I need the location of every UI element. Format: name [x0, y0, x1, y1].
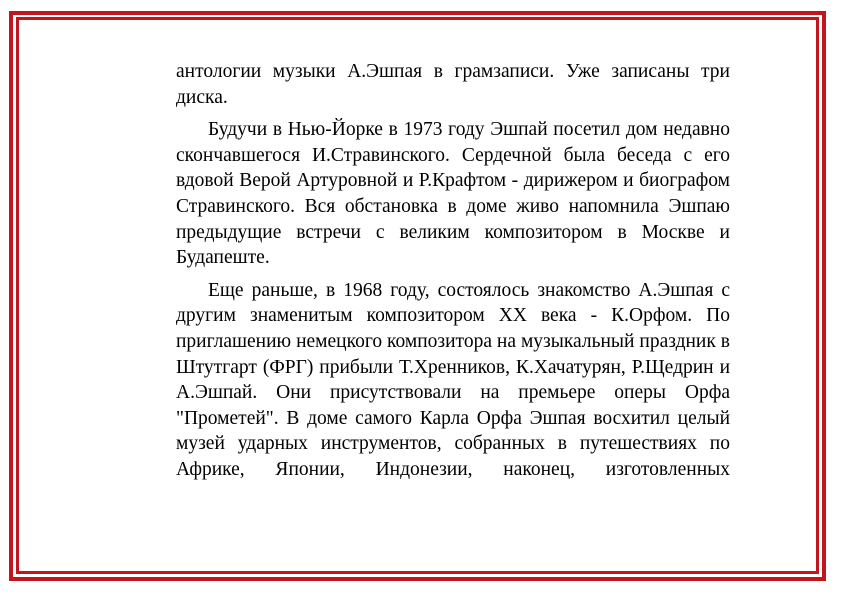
paragraph-orff-meeting: Еще раньше, в 1968 году, состоялось знакомство А.Эшпая с другим знаменитым композитором XX века - К.Орфом. По приглашению немецкого композитора на музыкальный праздник в Штутгарт (ФРГ) прибыли Т.Хренников, К.Хачатурян, Р.Щедрин и А.Эшпай. Они присутствовали на премьере оперы Орфа "Прометей". В доме самого Карла Орфа Эшпая восхитил целый музей ударных инструментов, собранных в путешествиях по Африке, Японии, Индонезии, наконец, изготовленных [176, 279, 730, 480]
paragraph-continuation: антологии музыки А.Эшпая в грамзаписи. Уже записаны три диска. [176, 61, 730, 108]
document-text [176, 59, 730, 483]
paragraph-new-york-visit: Будучи в Нью-Йорке в 1973 году Эшпай посетил дом недавно скончавшегося И.Стравинского. Сердечной была беседа с его вдовой Верой Артуровной и Р.Крафтом - дирижером и биографом Стравинского. Вся обстановка в доме живо напомнила Эшпаю предыдущие встречи с великим композитором в Москве и Будапеште. [176, 119, 730, 269]
